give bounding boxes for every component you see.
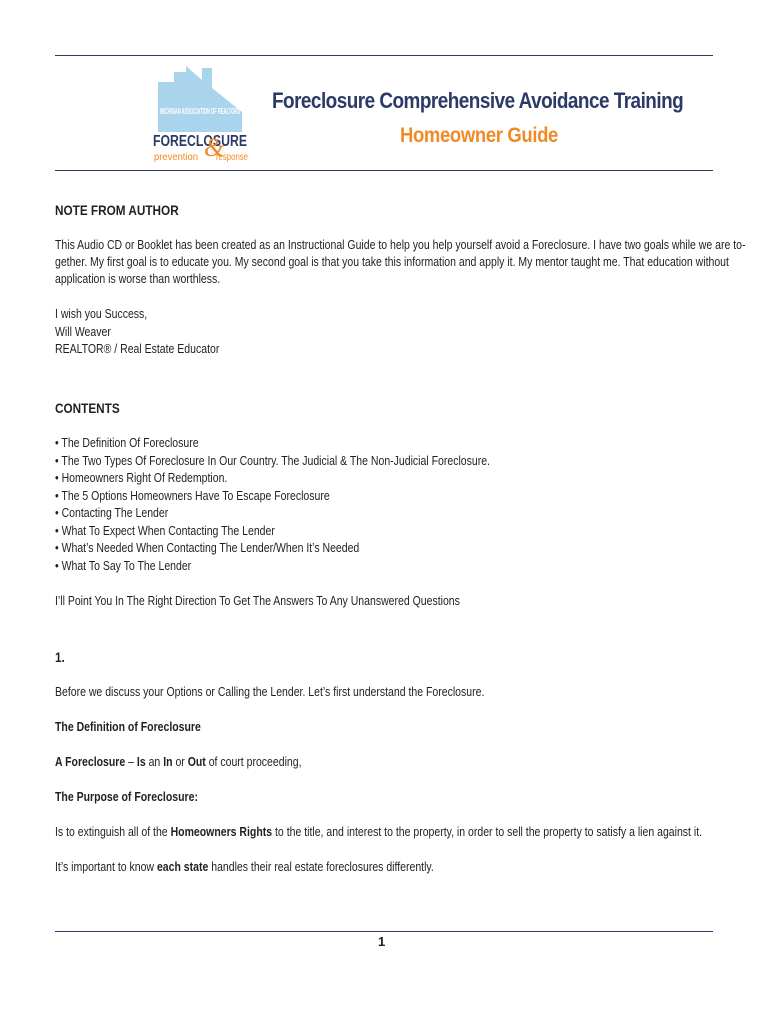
contents-closing: I’ll Point You In The Right Direction To Get The Answers To Any Unanswered Questions [55, 594, 460, 608]
contents-item: • What’s Needed When Contacting The Lender/When It’s Needed [55, 541, 360, 555]
signoff-greeting: I wish you Success, [55, 307, 148, 321]
section-intro: Before we discuss your Options or Calling the Lender. Let’s first understand the Foreclosure. [55, 685, 485, 699]
logo-org-text: MICHIGAN ASSOCIATION OF REALTORS [160, 107, 241, 116]
definition-heading: The Definition of Foreclosure [55, 720, 201, 734]
house-shape [158, 66, 242, 132]
ampersand-icon: & [204, 133, 225, 162]
contents-heading: CONTENTS [55, 400, 120, 416]
contents-item: • Contacting The Lender [55, 506, 169, 520]
author-title: REALTOR® / Real Estate Educator [55, 342, 220, 356]
logo-tagline-right: response [216, 152, 249, 163]
header-top-rule [55, 55, 713, 56]
section-number: 1. [55, 649, 65, 665]
note-heading: NOTE FROM AUTHOR [55, 202, 179, 218]
purpose-text: Is to extinguish all of the Homeowners Rights to the title, and interest to the property, in order to sell the property to satisfy a lien against it. [55, 825, 703, 839]
note-para-line-2: gether. My first goal is to educate you. My second goal is that you take this information and apply it. My mentor taught me. That education without [55, 255, 729, 269]
purpose-heading: The Purpose of Foreclosure: [55, 790, 198, 804]
contents-item: • The Two Types Of Foreclosure In Our Country. The Judicial & The Non-Judicial Foreclosure. [55, 454, 490, 468]
document-subtitle: Homeowner Guide [400, 124, 558, 147]
document-title: Foreclosure Comprehensive Avoidance Training [272, 88, 684, 113]
page-number: 1 [378, 934, 386, 949]
author-name: Will Weaver [55, 325, 111, 339]
definition-term: A Foreclosure [55, 755, 126, 769]
logo-brand-text: FORECLOSURE [153, 133, 247, 150]
contents-item: • The 5 Options Homeowners Have To Escape Foreclosure [55, 489, 330, 503]
logo-tagline-left: prevention [154, 152, 198, 163]
contents-item: • Homeowners Right Of Redemption. [55, 471, 228, 485]
header-bottom-rule [55, 170, 713, 171]
state-note-text: It’s important to know each state handles their real estate foreclosures differently. [55, 860, 434, 874]
contents-item: • The Definition Of Foreclosure [55, 436, 199, 450]
contents-item: • What To Expect When Contacting The Lender [55, 524, 275, 538]
contents-item: • What To Say To The Lender [55, 559, 192, 573]
footer-rule [55, 931, 713, 932]
foreclosure-logo [152, 62, 250, 166]
note-para-line-1: This Audio CD or Booklet has been created as an Instructional Guide to help you help yourself avoid a Foreclosure. I have two goals while we are to- [55, 238, 746, 252]
note-para-line-3: application is worse than worthless. [55, 272, 221, 286]
definition-text: A Foreclosure – Is an In or Out of court proceeding, [55, 755, 302, 769]
